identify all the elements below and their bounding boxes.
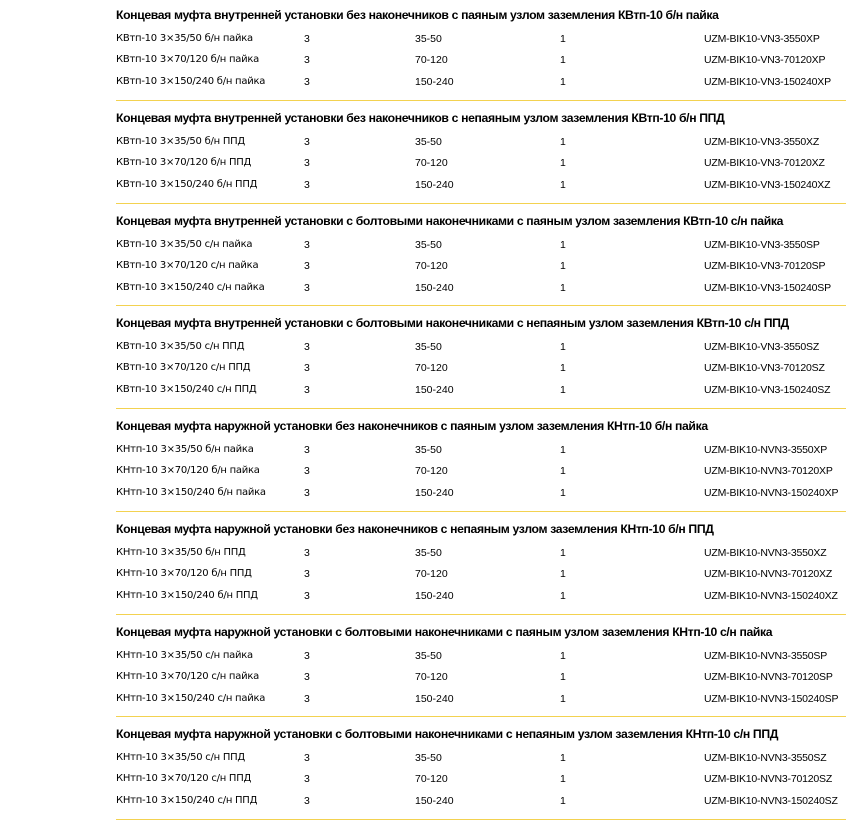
cross-section-range: 150-240 <box>415 384 454 397</box>
cores-count: 3 <box>304 670 310 683</box>
cores-count: 3 <box>304 487 310 499</box>
cores-count: 3 <box>304 795 310 808</box>
quantity: 1 <box>560 54 566 66</box>
cores-count: 3 <box>304 589 310 602</box>
product-name: КНтп-10 3×35/50 б/н ППД <box>116 546 246 558</box>
article-code: UZM-BIK10-NVN3-70120XP <box>704 465 833 477</box>
article-code: UZM-BIK10-VN3-3550SZ <box>704 341 820 354</box>
quantity: 1 <box>560 773 566 786</box>
table-row <box>116 74 846 90</box>
cross-section-range: 150-240 <box>415 76 454 88</box>
table-row <box>116 442 846 458</box>
article-code: UZM-BIK10-VN3-150240XP <box>704 76 831 88</box>
product-name: КНтп-10 3×35/50 с/н ППД <box>116 752 245 764</box>
cross-section-range: 150-240 <box>415 178 454 191</box>
article-code: UZM-BIK10-VN3-70120SZ <box>704 362 825 375</box>
quantity: 1 <box>560 649 566 662</box>
product-name: КНтп-10 3×70/120 с/н ППД <box>116 773 252 785</box>
product-name: КНтп-10 3×150/240 б/н пайка <box>116 487 266 498</box>
quantity: 1 <box>560 670 566 683</box>
article-code: UZM-BIK10-NVN3-70120XZ <box>704 567 833 580</box>
product-section <box>116 617 846 720</box>
cores-count: 3 <box>304 444 310 456</box>
cross-section-range: 70-120 <box>415 670 448 683</box>
quantity: 1 <box>560 259 566 272</box>
article-code: UZM-BIK10-VN3-150240XZ <box>704 178 831 191</box>
product-name: КНтп-10 3×35/50 с/н пайка <box>116 649 253 661</box>
table-row <box>116 52 846 68</box>
quantity: 1 <box>560 546 566 559</box>
product-name: КВтп-10 3×35/50 с/н пайка <box>116 238 253 250</box>
table-row <box>116 134 846 150</box>
cross-section-range: 35-50 <box>415 238 442 251</box>
product-section <box>116 103 846 206</box>
product-name: КНтп-10 3×150/240 б/н ППД <box>116 589 258 601</box>
product-name: КНтп-10 3×70/120 с/н пайка <box>116 670 260 682</box>
product-section <box>116 411 846 514</box>
cores-count: 3 <box>304 33 310 45</box>
quantity: 1 <box>560 465 566 477</box>
cross-section-range: 150-240 <box>415 589 454 602</box>
product-name: КВтп-10 3×70/120 б/н ППД <box>116 156 252 168</box>
product-name: КНтп-10 3×70/120 б/н пайка <box>116 465 260 476</box>
article-code: UZM-BIK10-NVN3-150240XP <box>704 487 839 499</box>
table-row <box>116 588 846 604</box>
table-row <box>116 280 846 296</box>
cross-section-range: 150-240 <box>415 692 454 705</box>
section-title: Концевая муфта наружной установки без наконечников с непаяным узлом заземления КНтп-10 б/н ППД <box>116 521 714 536</box>
article-code: UZM-BIK10-VN3-70120SP <box>704 259 826 272</box>
article-code: UZM-BIK10-NVN3-150240SP <box>704 692 839 705</box>
cross-section-range: 70-120 <box>415 567 448 580</box>
article-code: UZM-BIK10-VN3-3550XZ <box>704 135 820 148</box>
article-code: UZM-BIK10-NVN3-3550XZ <box>704 546 827 559</box>
table-row <box>116 237 846 253</box>
product-section <box>116 0 846 103</box>
article-code: UZM-BIK10-VN3-70120XZ <box>704 156 825 169</box>
quantity: 1 <box>560 444 566 456</box>
product-name: КВтп-10 3×70/120 б/н пайка <box>116 54 260 65</box>
quantity: 1 <box>560 76 566 88</box>
cores-count: 3 <box>304 362 310 375</box>
table-row <box>116 258 846 274</box>
article-code: UZM-BIK10-NVN3-3550XP <box>704 444 828 456</box>
cores-count: 3 <box>304 692 310 705</box>
cores-count: 3 <box>304 649 310 662</box>
product-name: КВтп-10 3×35/50 б/н пайка <box>116 33 253 44</box>
cross-section-range: 35-50 <box>415 341 442 354</box>
quantity: 1 <box>560 33 566 45</box>
quantity: 1 <box>560 567 566 580</box>
product-name: КВтп-10 3×150/240 б/н пайка <box>116 76 266 87</box>
cores-count: 3 <box>304 567 310 580</box>
product-name: КВтп-10 3×35/50 б/н ППД <box>116 135 245 147</box>
quantity: 1 <box>560 281 566 294</box>
table-row <box>116 750 846 766</box>
cross-section-range: 35-50 <box>415 752 442 765</box>
quantity: 1 <box>560 341 566 354</box>
quantity: 1 <box>560 589 566 602</box>
table-row <box>116 691 846 707</box>
cores-count: 3 <box>304 752 310 765</box>
section-title: Концевая муфта наружной установки без наконечников с паяным узлом заземления КНтп-10 б/н пайка <box>116 419 708 433</box>
cross-section-range: 150-240 <box>415 795 454 808</box>
cross-section-range: 35-50 <box>415 546 442 559</box>
quantity: 1 <box>560 178 566 191</box>
product-name: КВтп-10 3×35/50 с/н ППД <box>116 341 245 353</box>
table-row <box>116 360 846 376</box>
quantity: 1 <box>560 795 566 808</box>
table-row <box>116 463 846 479</box>
cores-count: 3 <box>304 546 310 559</box>
article-code: UZM-BIK10-VN3-150240SZ <box>704 384 831 397</box>
product-name: КВтп-10 3×70/120 с/н ППД <box>116 362 251 374</box>
quantity: 1 <box>560 135 566 148</box>
table-row <box>116 648 846 664</box>
cross-section-range: 70-120 <box>415 259 448 272</box>
table-row <box>116 485 846 501</box>
table-row <box>116 155 846 171</box>
table-row <box>116 669 846 685</box>
cores-count: 3 <box>304 156 310 169</box>
product-name: КВтп-10 3×150/240 с/н пайка <box>116 281 265 293</box>
cross-section-range: 35-50 <box>415 33 442 45</box>
cores-count: 3 <box>304 465 310 477</box>
quantity: 1 <box>560 362 566 375</box>
article-code: UZM-BIK10-VN3-3550XP <box>704 33 820 45</box>
section-title: Концевая муфта внутренней установки без наконечников с паяным узлом заземления КВтп-10 б/н пайка <box>116 8 719 22</box>
cross-section-range: 70-120 <box>415 156 448 169</box>
cores-count: 3 <box>304 281 310 294</box>
cores-count: 3 <box>304 238 310 251</box>
article-code: UZM-BIK10-NVN3-150240XZ <box>704 589 838 602</box>
article-code: UZM-BIK10-NVN3-70120SZ <box>704 773 833 786</box>
table-row <box>116 771 846 787</box>
section-title: Концевая муфта наружной установки с болтовыми наконечниками с непаяным узлом заземления КНтп-10 с/н ППД <box>116 727 779 742</box>
product-section <box>116 719 846 822</box>
article-code: UZM-BIK10-NVN3-150240SZ <box>704 795 838 808</box>
product-section <box>116 514 846 617</box>
article-code: UZM-BIK10-NVN3-70120SP <box>704 670 833 683</box>
quantity: 1 <box>560 238 566 251</box>
quantity: 1 <box>560 692 566 705</box>
cross-section-range: 70-120 <box>415 465 448 477</box>
product-name: КВтп-10 3×150/240 б/н ППД <box>116 178 258 190</box>
cores-count: 3 <box>304 341 310 354</box>
product-name: КНтп-10 3×150/240 с/н пайка <box>116 692 266 704</box>
cross-section-range: 150-240 <box>415 487 454 499</box>
cross-section-range: 70-120 <box>415 362 448 375</box>
quantity: 1 <box>560 487 566 499</box>
article-code: UZM-BIK10-VN3-150240SP <box>704 281 831 294</box>
cores-count: 3 <box>304 135 310 148</box>
section-title: Концевая муфта внутренней установки с болтовыми наконечниками с непаяным узлом заземления КВтп-10 с/н ППД <box>116 316 789 331</box>
table-row <box>116 31 846 47</box>
table-row <box>116 382 846 398</box>
cores-count: 3 <box>304 178 310 191</box>
cross-section-range: 70-120 <box>415 773 448 786</box>
section-title: Концевая муфта внутренней установки без наконечников с непаяным узлом заземления КВтп-10 б/н ППД <box>116 110 725 125</box>
product-name: КНтп-10 3×150/240 с/н ППД <box>116 795 258 807</box>
table-row <box>116 793 846 809</box>
quantity: 1 <box>560 156 566 169</box>
cross-section-range: 150-240 <box>415 281 454 294</box>
product-section <box>116 206 846 309</box>
table-row <box>116 339 846 355</box>
product-name: КВтп-10 3×150/240 с/н ППД <box>116 384 257 396</box>
article-code: UZM-BIK10-NVN3-3550SP <box>704 649 828 662</box>
section-title: Концевая муфта наружной установки с болтовыми наконечниками с паяным узлом заземления КНтп-10 с/н пайка <box>116 624 773 639</box>
table-row <box>116 566 846 582</box>
table-row <box>116 545 846 561</box>
product-name: КНтп-10 3×35/50 б/н пайка <box>116 444 254 455</box>
article-code: UZM-BIK10-VN3-3550SP <box>704 238 820 251</box>
cross-section-range: 35-50 <box>415 444 442 456</box>
cores-count: 3 <box>304 384 310 397</box>
product-table <box>116 0 846 822</box>
cores-count: 3 <box>304 259 310 272</box>
section-title: Концевая муфта внутренней установки с болтовыми наконечниками с паяным узлом заземления КВтп-10 с/н пайка <box>116 213 784 228</box>
cores-count: 3 <box>304 773 310 786</box>
product-name: КВтп-10 3×70/120 с/н пайка <box>116 259 259 271</box>
cross-section-range: 35-50 <box>415 649 442 662</box>
article-code: UZM-BIK10-VN3-70120XP <box>704 54 826 66</box>
product-section <box>116 308 846 411</box>
product-name: КНтп-10 3×70/120 б/н ППД <box>116 567 252 579</box>
cross-section-range: 35-50 <box>415 135 442 148</box>
quantity: 1 <box>560 752 566 765</box>
cores-count: 3 <box>304 76 310 88</box>
cross-section-range: 70-120 <box>415 54 448 66</box>
cores-count: 3 <box>304 54 310 66</box>
quantity: 1 <box>560 384 566 397</box>
table-row <box>116 177 846 193</box>
article-code: UZM-BIK10-NVN3-3550SZ <box>704 752 827 765</box>
